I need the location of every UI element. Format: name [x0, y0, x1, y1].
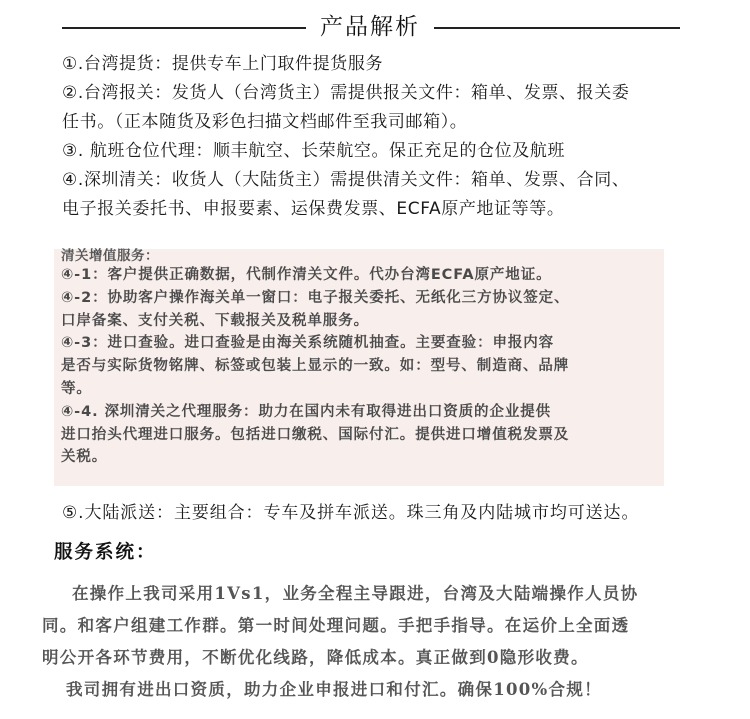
- service-line: 明公开各环节费用，不断优化线路，降低成本。真正做到0隐形收费。: [42, 648, 589, 667]
- value-added-line: 关税。: [61, 449, 108, 466]
- value-added-line: 是否与实际货物铭牌、标签或包装上显示的一致。如：型号、制造商、品牌: [61, 358, 570, 375]
- page-title: 产品解析: [320, 14, 420, 40]
- service-line: 我司拥有进出口资质，助力企业申报进口和付汇。确保100%合规！: [66, 680, 602, 699]
- step-1: ①.台湾提货：提供专车上门取件提货服务: [62, 54, 384, 74]
- step-4-line-2: 电子报关委托书、申报要素、运保费发票、ECFA原产地证等等。: [62, 199, 565, 219]
- step-5: ⑤.大陆派送：主要组合：专车及拼车派送。珠三角及内陆城市均可送达。: [62, 503, 640, 523]
- section-header: [0, 8, 750, 44]
- service-system-title: 服务系统：: [54, 542, 157, 563]
- value-added-line: ④-2：协助客户操作海关单一窗口：电子报关委托、无纸化三方协议签定、: [61, 289, 570, 306]
- value-added-line: ④-3：进口查验。进口查验是由海关系统随机抽查。主要查验：申报内容: [61, 335, 555, 352]
- header-divider-left: [62, 27, 306, 29]
- value-added-line: ④-4. 深圳清关之代理服务：助力在国内未有取得进出口资质的企业提供: [61, 403, 552, 420]
- step-2-line-2: 任书。（正本随货及彩色扫描文档邮件至我司邮箱）。: [62, 112, 468, 132]
- service-line: 在操作上我司采用1Vs1，业务全程主导跟进，台湾及大陆端操作人员协: [72, 584, 639, 603]
- step-2-line-1: ②.台湾报关：发货人（台湾货主）需提供报关文件：箱单、发票、报关委: [62, 83, 630, 103]
- value-added-line: 口岸备案、支付关税、下载报关及税单服务。: [61, 312, 369, 329]
- step-3: ③. 航班仓位代理：顺丰航空、长荣航空。保正充足的仓位及航班: [62, 141, 566, 161]
- service-line: 同。和客户组建工作群。第一时间处理问题。手把手指导。在运价上全面透: [42, 616, 630, 635]
- service-steps: [62, 50, 692, 224]
- service-system-body: [42, 578, 682, 706]
- header-divider-right: [434, 27, 680, 29]
- value-added-line: ④-1：客户提供正确数据，代制作清关文件。代办台湾ECFA原产地证。: [61, 267, 552, 283]
- step-4-line-1: ④.深圳清关：收货人（大陆货主）需提供清关文件：箱单、发票、合同、: [62, 170, 630, 190]
- value-added-line: 等。: [61, 380, 92, 397]
- value-added-title: 清关增值服务：: [61, 248, 159, 264]
- value-added-services-box: [54, 249, 664, 486]
- value-added-line: 进口抬头代理进口服务。包括进口缴税、国际付汇。提供进口增值税发票及: [61, 426, 570, 443]
